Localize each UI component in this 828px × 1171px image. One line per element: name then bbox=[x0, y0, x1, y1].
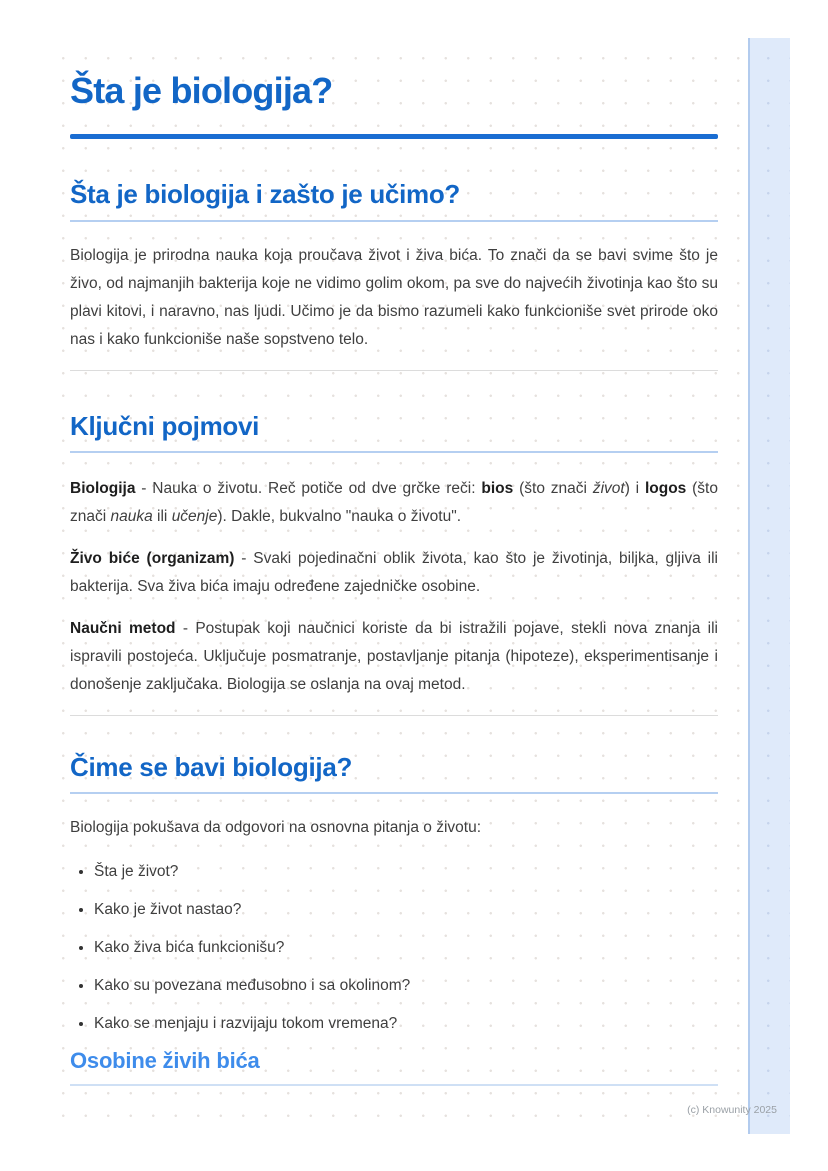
section-divider bbox=[70, 715, 718, 716]
list-item: • Šta je život? bbox=[94, 858, 718, 886]
bold-text: bios bbox=[481, 479, 514, 497]
text-run: ). Dakle, bukvalno "nauka o životu". bbox=[217, 507, 462, 525]
section-heading-questions: Čime se bavi biologija? bbox=[70, 752, 718, 794]
bold-text: Živo biće (organizam) bbox=[70, 549, 235, 567]
term-paragraph-naucni-metod bbox=[70, 615, 718, 699]
section-divider bbox=[70, 370, 718, 371]
copyright-watermark: (c) Knowunity 2025 bbox=[687, 1104, 777, 1116]
text-run: (što znači bbox=[513, 479, 593, 497]
list-item: • Kako se menjaju i razvijaju tokom vremena? bbox=[94, 1010, 718, 1038]
page-title: Šta je biologija? bbox=[70, 70, 333, 111]
section-intro bbox=[70, 179, 718, 353]
section-concepts bbox=[70, 411, 718, 699]
subsection-heading-traits: Osobine živih bića bbox=[70, 1048, 718, 1086]
questions-bullet-list bbox=[70, 858, 718, 1038]
italic-text: nauka bbox=[110, 507, 153, 525]
title-rule bbox=[70, 134, 718, 139]
italic-text: život bbox=[592, 479, 625, 497]
text-run: - Postupak koji naučnici koriste da bi istražili pojave, stekli nova znanja ili ispravili postojeća. Uključuje posmatranje, postavljanje pitanja (hipoteze), eksperimentisanje i donošenje zaključaka. Biologija se oslanja na ovaj metod. bbox=[70, 619, 718, 693]
section-heading-concepts: Ključni pojmovi bbox=[70, 411, 718, 453]
text-run: - Svaki pojedinačni oblik života, kao što je životinja, biljka, gljiva ili bakterija. Sva živa bića imaju određene zajedničke osobine. bbox=[70, 549, 718, 595]
text-run: ) i bbox=[624, 479, 645, 497]
document-content bbox=[70, 38, 718, 1086]
text-run: ili bbox=[152, 507, 172, 525]
section-heading-intro: Šta je biologija i zašto je učimo? bbox=[70, 179, 718, 221]
text-run: - Nauka o životu. Reč potiče od dve grčke reči: bbox=[135, 479, 482, 497]
list-item: • Kako su povezana međusobno i sa okolinom? bbox=[94, 972, 718, 1000]
text-run: (što znači bbox=[70, 479, 718, 525]
list-item: • Kako je život nastao? bbox=[94, 896, 718, 924]
questions-intro: Biologija pokušava da odgovori na osnovna pitanja o životu: bbox=[70, 818, 482, 836]
section-questions bbox=[70, 752, 718, 1038]
intro-paragraph: Biologija je prirodna nauka koja proučava život i živa bića. To znači da se bavi svime što je živo, od najmanjih bakterija koje ne vidimo golim okom, pa sve do najvećih životinja kao što su plavi kitovi, i naravno, nas ljudi. Učimo je da bismo razumeli kako funkcioniše svet prirode oko nas i kako funkcioniše naše sopstveno telo. bbox=[70, 246, 718, 348]
term-paragraph-organizam bbox=[70, 545, 718, 601]
italic-text: učenje bbox=[171, 507, 218, 525]
document-page bbox=[45, 38, 790, 1134]
right-margin-stripe bbox=[748, 38, 790, 1134]
bold-text: Naučni metod bbox=[70, 619, 176, 637]
term-paragraph-biologija bbox=[70, 475, 718, 531]
bold-text: logos bbox=[644, 479, 687, 497]
list-item: • Kako živa bića funkcionišu? bbox=[94, 934, 718, 962]
bold-text: Biologija bbox=[70, 479, 136, 497]
